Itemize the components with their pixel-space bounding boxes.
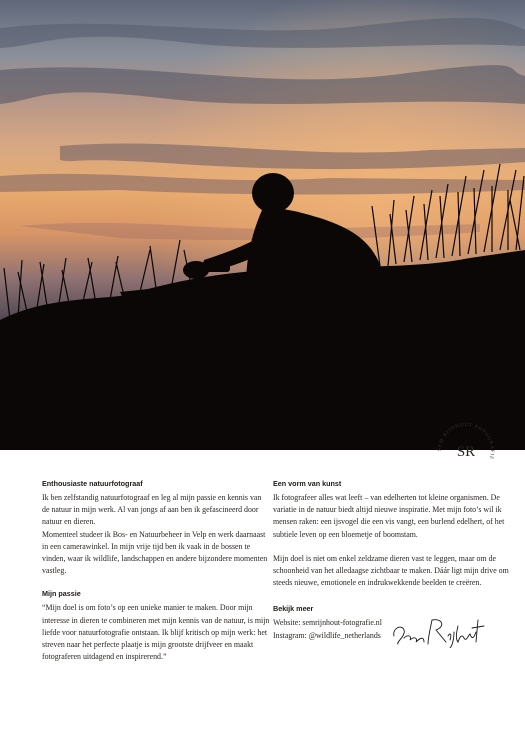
signature [388,612,486,648]
logo-monogram: SR [456,444,476,460]
website-link[interactable]: Website: semrijnhout-fotografie.nl [273,618,382,628]
logo-badge [435,420,497,482]
instagram-link[interactable]: Instagram: @wildlife_netherlands [273,630,381,640]
logo-icon [435,420,497,482]
study-paragraph: Momenteel studeer ik Bos- en Natuurbeheer in Velp en werk daarnaast in een camerawinkel. In mijn vrije tijd ben ik vaak in de bossen te vinden, waar ik wildlife, landschappen en andere bijzondere momenten vastleg. [42,529,268,576]
intro-paragraph: Ik ben zelfstandig natuurfotograaf en leg al mijn passie en kennis van de natuur in mijn werk. Al van jongs af aan ben ik gefascineerd door natuur en dieren. [42,493,262,527]
logo-ring-text: SEM RIJNHOUT FOTOGRAFIE [437,422,495,461]
heading-mijn-passie: Mijn passie [42,589,81,599]
goal-paragraph: Mijn doel is niet om enkel zeldzame dieren vast te leggen, maar om de schoonheid van het alledaagse zichtbaar te maken. Dáár ligt mijn drive om steeds nieuwe, emotionele en indrukwekkende beelden te creëren. [273,553,509,588]
heading-enthousiaste-natuurfotograaf: Enthousiaste natuurfotograaf [42,479,143,488]
heading-bekijk-meer: Bekijk meer [273,604,314,614]
signature-image [388,612,486,648]
passion-quote: “Mijn doel is om foto’s op een unieke manier te maken. Door mijn interesse in dieren te combineren met mijn kennis van de natuur, is mijn liefde voor natuurfotografie ontstaan. Ik blijf kritisch op mijn werk: het streven naar het perfecte plaatje is mijn grootste drijfveer en maakt fotograferen uitdagend en inspirerend.” [42,603,270,662]
art-paragraph: Ik fotografeer alles wat leeft – van edelherten tot kleine organismen. De variatie in de natuur biedt altijd nieuwe inspiratie. Met mijn foto’s wil ik mensen raken: een ijsvogel die een vis vangt, een burlend edelhert, of het subtiele leven op een bloemetje of boomstam. [273,493,505,539]
heading-een-vorm-van-kunst: Een vorm van kunst [273,479,342,488]
left-column [42,478,270,663]
